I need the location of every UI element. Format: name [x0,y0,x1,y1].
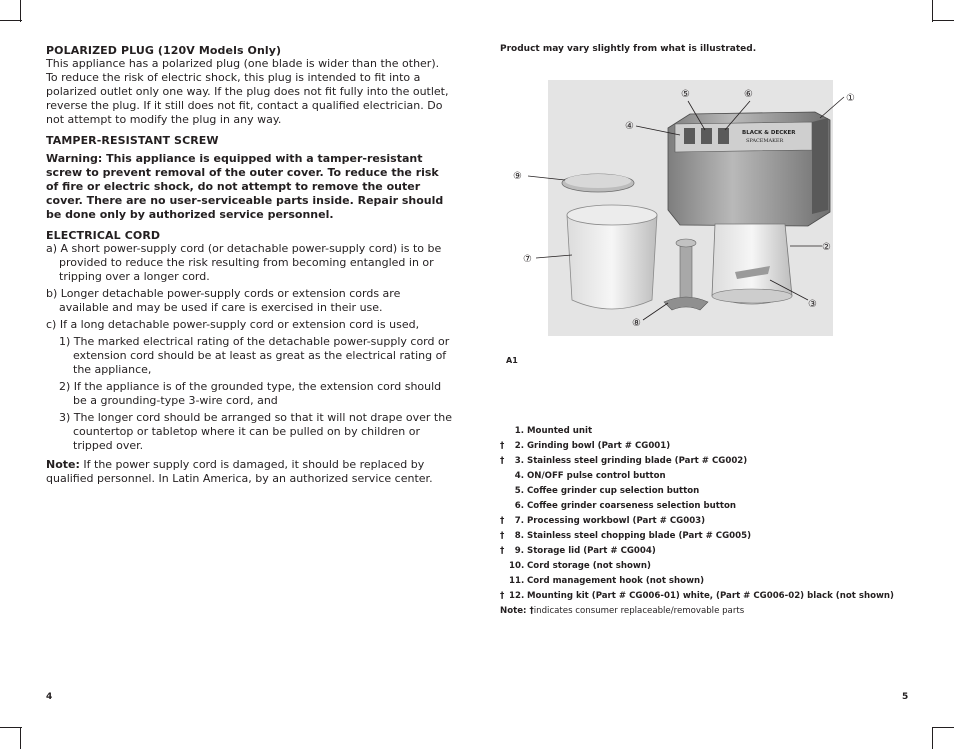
list-item: 1. Mounted unit [514,426,593,436]
list-item: 6. Coffee grinder coarseness selection button [514,501,737,511]
workbowl-rim [567,205,657,225]
storage-lid-top [565,174,631,188]
list-item: 10. Cord storage (not shown) [509,561,651,571]
coarseness-button-icon [718,128,729,144]
list-item: † 3. Stainless steel grinding blade (Part # CG002) [500,456,748,466]
on-off-button-icon [684,128,695,144]
cup-selection-button-icon [701,128,712,144]
grinding-bowl-rim [712,289,792,303]
screw-title: TAMPER-RESISTANT SCREW [46,134,219,147]
chopping-blade-top [676,239,696,247]
page-number-left: 4 [46,692,53,702]
callout-7: ⑦ [523,254,532,265]
cord-item-a: a) A short power-supply cord (or detachable power-supply cord) is to be provided to reduce the risk resulting from becoming entangled in or tripping over a longer cord. [46,242,442,283]
cord-item-b: b) Longer detachable power-supply cords or extension cords are available and may be used if care is exercised in their use. [46,287,401,314]
list-item: † 2. Grinding bowl (Part # CG001) [500,441,671,451]
parts-note-label: Note: † [500,606,534,616]
note-text: If the power supply cord is damaged, it should be replaced by qualified personnel. In Latin America, by an authorized service center. [46,458,433,485]
callout-1: ① [846,93,855,104]
page-number-right: 5 [902,692,909,702]
unit-front-panel [675,122,812,152]
callout-6: ⑥ [744,89,753,100]
list-item: † 12. Mounting kit (Part # CG006-01) white, (Part # CG006-02) black (not shown) [500,591,894,601]
vary-note: Product may vary slightly from what is illustrated. [500,44,757,54]
model-logo: SPACEMAKER [746,138,784,144]
parts-note-text: indicates consumer replaceable/removable parts [533,606,745,616]
cord-item-c: c) If a long detachable power-supply cord or extension cord is used, [46,318,420,331]
plug-text: This appliance has a polarized plug (one blade is wider than the other). To reduce the risk of electric shock, this plug is intended to fit into a polarized outlet only one way. If the plug does not fit fully into the outlet, reverse the plug. If it still does not fit, contact a qualified electrician. Do not attempt to modify the plug in any way. [46,57,449,126]
callout-4: ④ [625,121,634,132]
callout-5: ⑤ [681,89,690,100]
cord-item-c2: 2) If the appliance is of the grounded type, the extension cord should be a grounding-type 3-wire cord, and [59,380,442,407]
note-label: Note: [46,458,80,471]
list-item: † 9. Storage lid (Part # CG004) [500,546,656,556]
callout-2: ② [822,242,831,253]
list-item: † 7. Processing workbowl (Part # CG003) [500,516,706,526]
callout-3: ③ [808,299,817,310]
cord-item-c3: 3) The longer cord should be arranged so that it will not drape over the countertop or tabletop where it can be pulled on by children or tripped over. [59,411,452,452]
brand-logo: BLACK & DECKER [742,130,796,136]
plug-title: POLARIZED PLUG (120V Models Only) [46,44,282,57]
unit-side-panel [812,118,828,214]
screw-warning: Warning: This appliance is equipped with a tamper-resistant screw to prevent removal of the outer cover. To reduce the risk of fire or electric shock, do not attempt to remove the outer cover. There are no user-serviceable parts inside. Repair should be done only by authorized service personnel. [46,152,444,221]
list-item: † 8. Stainless steel chopping blade (Part # CG005) [500,531,752,541]
parts-note [500,604,900,619]
callout-9: ⑨ [513,171,522,182]
cord-title: ELECTRICAL CORD [46,229,161,242]
figure-label: A1 [506,356,518,365]
cord-item-c1: 1) The marked electrical rating of the detachable power-supply cord or extension cord should be at least as great as the electrical rating of the appliance, [59,335,450,376]
list-item: 5. Coffee grinder cup selection button [514,486,700,496]
list-item: 11. Cord management hook (not shown) [509,576,705,586]
parts-list [500,424,900,619]
callout-8: ⑧ [632,318,641,329]
processing-workbowl [567,215,657,309]
list-item: 4. ON/OFF pulse control button [514,471,666,481]
chopping-blade-shaft [680,244,692,302]
